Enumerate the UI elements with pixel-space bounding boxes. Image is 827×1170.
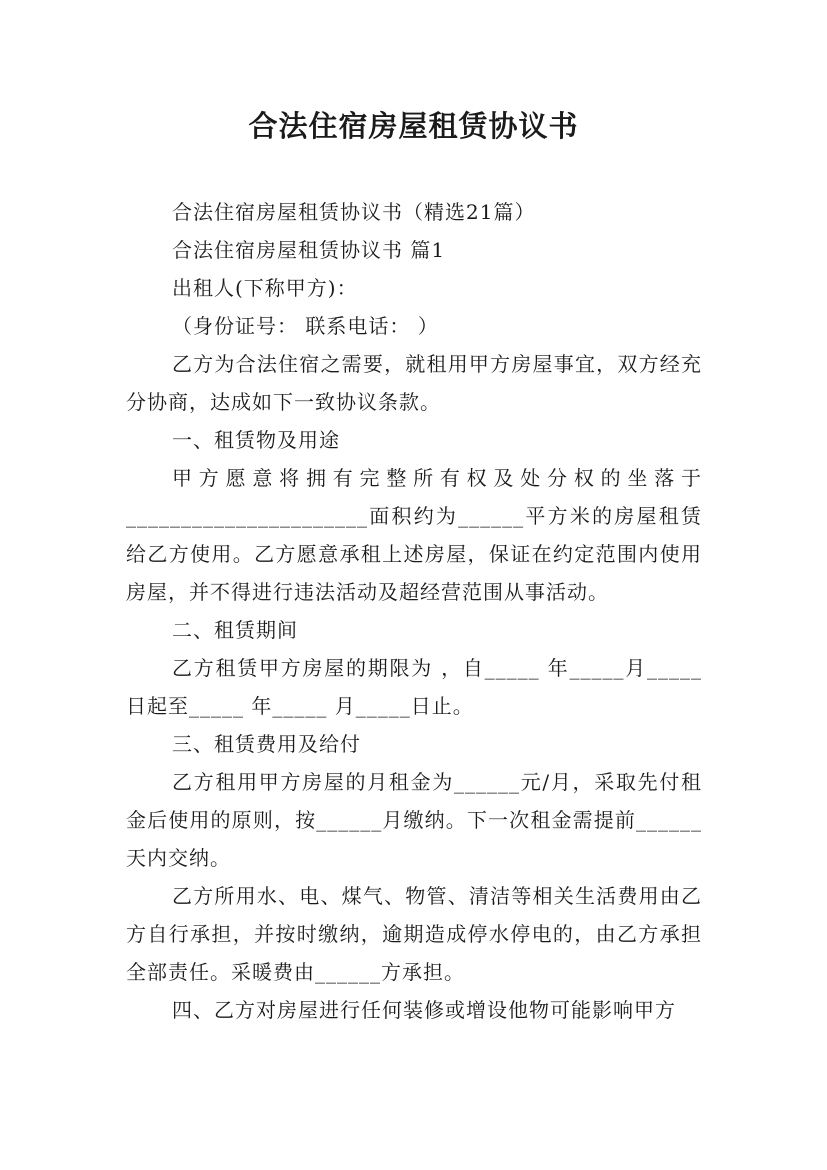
paragraph-id-phone: （身份证号： 联系电话： ）	[172, 314, 439, 338]
paragraph-article-3-utilities: 乙方所用水、电、煤气、物管、清洁等相关生活费用由乙方自行承担，并按时缴纳，逾期造成停水停电的，由乙方承担全部责任。采暖费由______方承担。	[126, 884, 702, 984]
heading-article-1: 一、租赁物及用途	[172, 428, 340, 452]
paragraph-article-2: 乙方租赁甲方房屋的期限为 ，自_____ 年_____月_____日起至_____ 年_____ 月_____日止。	[126, 656, 702, 718]
paragraph-article-4: 四、乙方对房屋进行任何装修或增设他物可能影响甲方	[172, 998, 676, 1022]
heading-article-2: 二、租赁期间	[172, 618, 298, 642]
paragraph-lessor: 出租人(下称甲方)：	[172, 276, 358, 300]
paragraph-intro: 乙方为合法住宿之需要，就租用甲方房屋事宜，双方经充分协商，达成如下一致协议条款。	[126, 352, 702, 414]
document-body	[126, 193, 702, 1029]
heading-article-3: 三、租赁费用及给付	[172, 732, 361, 756]
document-title: 合法住宿房屋租赁协议书	[248, 109, 579, 143]
paragraph-section-heading: 合法住宿房屋租赁协议书 篇1	[172, 238, 446, 262]
paragraph-subtitle: 合法住宿房屋租赁协议书（精选21篇）	[172, 200, 536, 224]
paragraph-article-1: 甲方愿意将拥有完整所有权及处分权的坐落于______________________面积约为______平方米的房屋租赁给乙方使用。乙方愿意承租上述房屋，保证在约定范围内使用房屋，并不得进行违法活动及超经营范围从事活动。	[126, 466, 702, 604]
paragraph-article-3-rent: 乙方租用甲方房屋的月租金为______元/月，采取先付租金后使用的原则，按______月缴纳。下一次租金需提前______天内交纳。	[126, 770, 702, 870]
